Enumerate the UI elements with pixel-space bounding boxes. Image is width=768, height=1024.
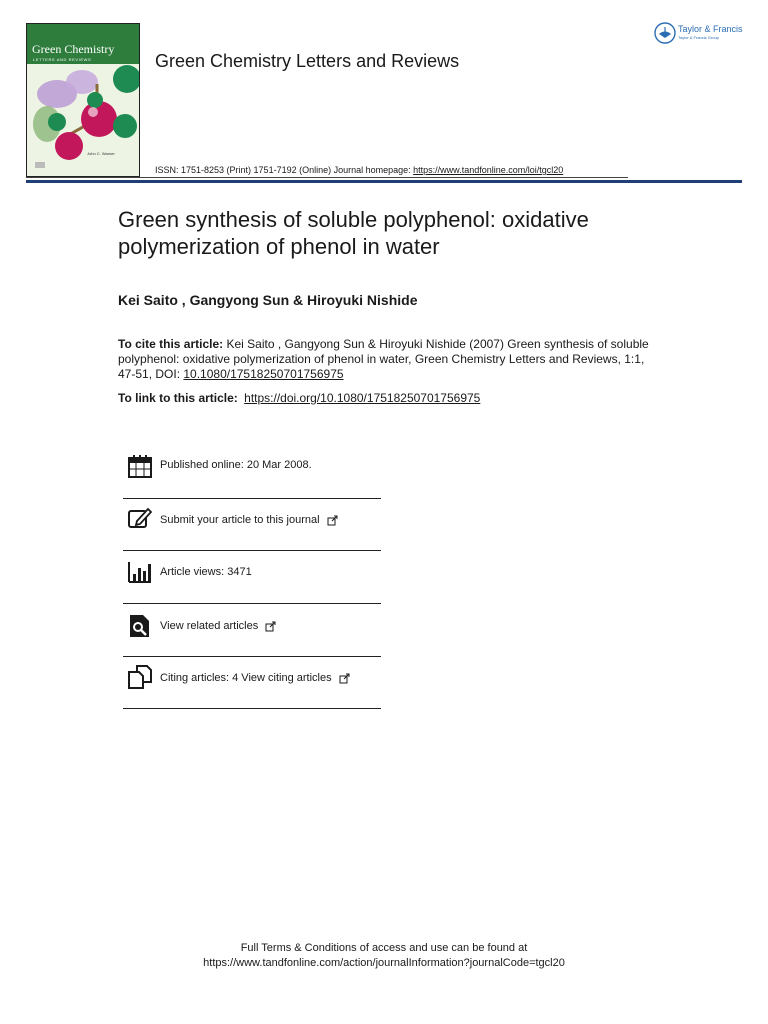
- edit-icon: [127, 505, 153, 531]
- header-divider-thin: [26, 177, 628, 178]
- citing-articles-label: Citing articles: 4 View citing articles: [160, 672, 332, 684]
- citing-row[interactable]: [123, 657, 381, 709]
- external-link-icon: [339, 673, 350, 684]
- link-label: To link to this article:: [118, 391, 238, 405]
- related-search-icon: [127, 613, 153, 639]
- footer-line-1: Full Terms & Conditions of access and use can be found at: [240, 942, 528, 954]
- journal-cover: [26, 23, 140, 177]
- view-related-label: View related articles: [160, 620, 259, 632]
- submit-article-label: Submit your article to this journal: [160, 514, 320, 526]
- footer-terms: [0, 941, 768, 971]
- publisher-group: Taylor & Francis Group: [678, 35, 719, 40]
- published-row: [123, 447, 381, 499]
- view-related-link[interactable]: [160, 620, 276, 632]
- row-divider: [123, 550, 381, 551]
- row-divider: [123, 708, 381, 709]
- views-row: [123, 552, 381, 604]
- taylor-francis-icon: [654, 22, 676, 44]
- cover-subtitle: LETTERS AND REVIEWS: [33, 57, 92, 62]
- citation-doi-link[interactable]: 10.1080/17518250701756975: [183, 367, 344, 381]
- submit-article-link[interactable]: [160, 514, 338, 526]
- article-doi-link[interactable]: https://doi.org/10.1080/17518250701756975: [244, 391, 481, 405]
- related-row[interactable]: [123, 605, 381, 657]
- journal-name[interactable]: Green Chemistry Letters and Reviews: [155, 51, 460, 71]
- journal-homepage-link[interactable]: https://www.tandfonline.com/loi/tgcl20: [413, 165, 564, 175]
- issn-text: ISSN: 1751-8253 (Print) 1751-7192 (Online) Journal homepage:: [155, 165, 411, 175]
- calendar-icon: [127, 453, 153, 479]
- submit-row[interactable]: [123, 499, 381, 551]
- citation-text: Kei Saito , Gangyong Sun & Hiroyuki Nishide (2007) Green synthesis of soluble polyphenol: oxidative polymerization of phenol in water, Green Chemistry Letters and Reviews, 1:1, 47-51, DOI:: [118, 337, 649, 381]
- footer-terms-link[interactable]: https://www.tandfonline.com/action/journalInformation?journalCode=tgcl20: [203, 957, 565, 969]
- external-link-icon: [265, 621, 276, 632]
- citation-block: [118, 337, 653, 382]
- citing-articles-link[interactable]: [160, 672, 350, 684]
- published-date: Published online: 20 Mar 2008.: [160, 459, 312, 471]
- issn-line: [155, 165, 563, 175]
- publisher-name: Taylor & Francis: [678, 24, 743, 34]
- citation-label: To cite this article:: [118, 337, 224, 351]
- row-divider: [123, 603, 381, 604]
- header-divider: [26, 180, 742, 183]
- cover-editor: John C. Warner: [87, 151, 115, 156]
- external-link-icon: [327, 515, 338, 526]
- article-title: Green synthesis of soluble polyphenol: oxidative polymerization of phenol in water: [118, 207, 589, 259]
- cover-title: Green Chemistry: [32, 42, 115, 56]
- link-block: [118, 391, 480, 405]
- bar-chart-icon: [127, 558, 153, 584]
- citing-documents-icon: [127, 664, 153, 690]
- article-authors: Kei Saito , Gangyong Sun & Hiroyuki Nishide: [118, 292, 418, 308]
- article-views: Article views: 3471: [160, 566, 252, 578]
